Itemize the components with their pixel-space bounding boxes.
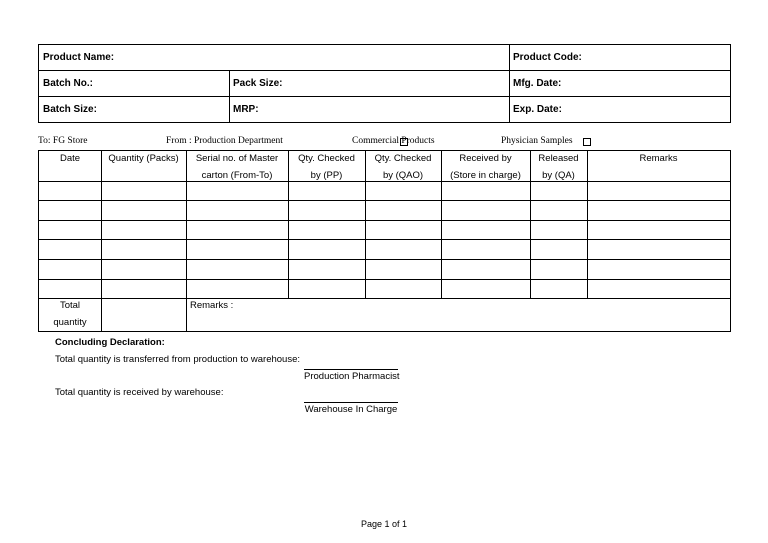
- row-divider: [39, 259, 730, 260]
- batch-no-label: Batch No.:: [43, 78, 93, 89]
- warehouse-in-charge-signature: Warehouse In Charge: [304, 404, 398, 415]
- row-divider: [39, 298, 730, 299]
- col-header-received-by: Received by (Store in charge): [450, 153, 521, 181]
- product-code-label: Product Code:: [513, 52, 582, 63]
- declaration-line-warehouse: Total quantity is received by warehouse:: [55, 387, 224, 398]
- row-divider: [39, 200, 730, 201]
- total-quantity-label: Total quantity: [53, 300, 87, 328]
- physician-samples-label: Physician Samples: [501, 136, 573, 146]
- product-name-label: Product Name:: [43, 52, 115, 63]
- declaration-line-production: Total quantity is transferred from production to warehouse:: [55, 354, 301, 365]
- product-info-table: [38, 44, 731, 123]
- commercial-products-label: Commercial Products: [352, 136, 435, 146]
- physician-samples-checkbox[interactable]: [583, 138, 591, 146]
- from-field: From : Production Department: [166, 136, 283, 146]
- page-number: Page 1 of 1: [360, 519, 408, 529]
- col-header-released-by: Released by (QA): [538, 153, 579, 181]
- row-divider: [39, 279, 730, 280]
- row-divider: [39, 220, 730, 221]
- col-header-quantity: Quantity (Packs): [108, 153, 179, 164]
- transfer-table: [38, 150, 731, 332]
- col-header-date: Date: [59, 153, 81, 164]
- row-divider: [39, 96, 730, 97]
- col-header-remarks: Remarks: [639, 153, 678, 164]
- declaration-title: Concluding Declaration:: [55, 337, 165, 348]
- exp-date-label: Exp. Date:: [513, 104, 562, 115]
- col-header-qty-checked-qao: Qty. Checked by (QAO): [374, 153, 432, 181]
- commercial-products-checkbox[interactable]: [400, 138, 408, 146]
- footer-remarks-label: Remarks :: [190, 300, 234, 311]
- row-divider: [39, 70, 730, 71]
- mfg-date-label: Mfg. Date:: [513, 78, 562, 89]
- production-pharmacist-signature: Production Pharmacist: [304, 371, 400, 382]
- batch-size-label: Batch Size:: [43, 104, 97, 115]
- row-divider: [39, 239, 730, 240]
- to-field: To: FG Store: [38, 136, 88, 146]
- col-header-serial-no: Serial no. of Master carton (From-To): [195, 153, 279, 181]
- col-header-qty-checked-pp: Qty. Checked by (PP): [298, 153, 355, 181]
- column-divider: [587, 151, 588, 299]
- column-divider: [101, 151, 102, 331]
- pack-size-label: Pack Size:: [233, 78, 283, 89]
- mrp-label: MRP:: [233, 104, 259, 115]
